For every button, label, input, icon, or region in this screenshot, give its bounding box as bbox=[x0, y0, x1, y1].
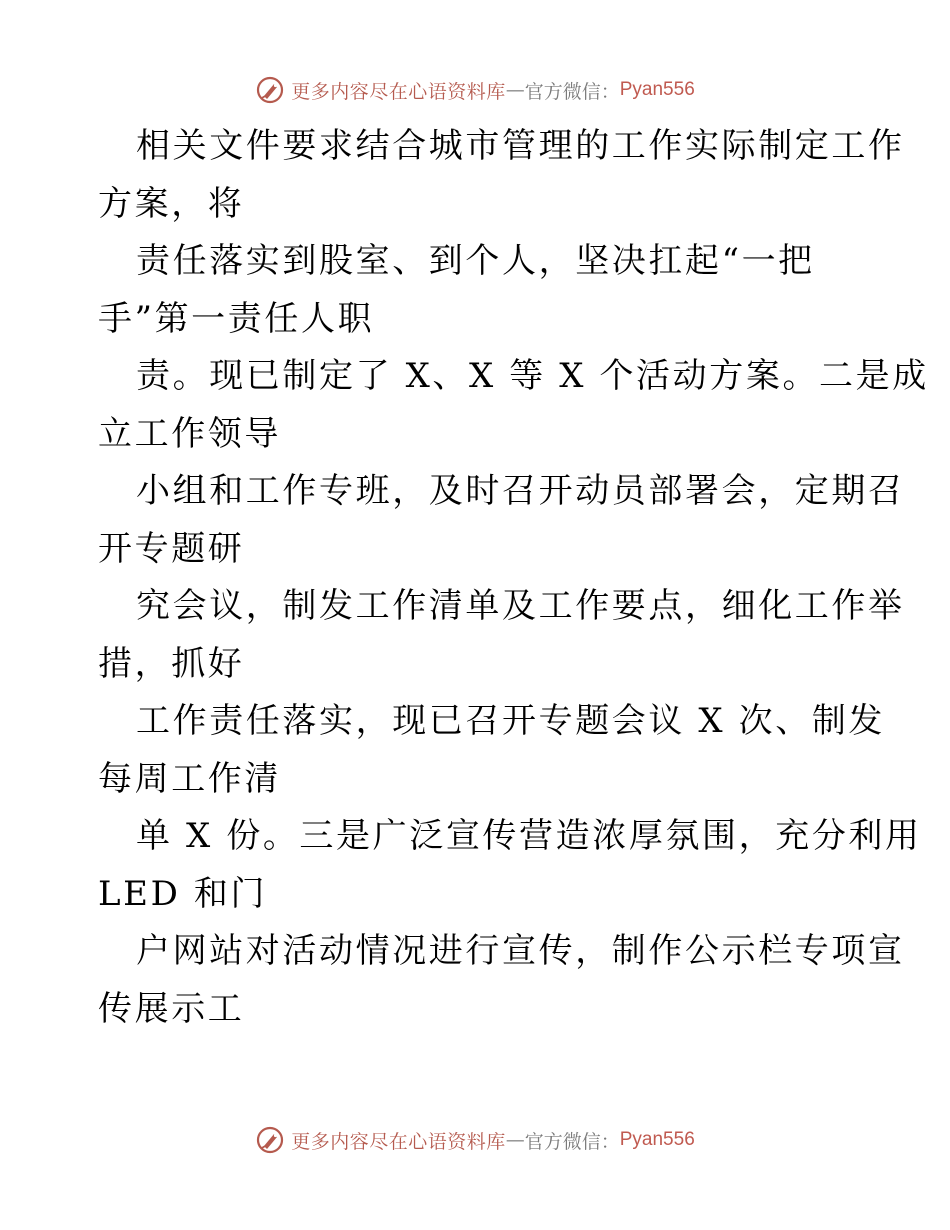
header-watermark bbox=[0, 70, 950, 110]
text-line: 措，抓好 bbox=[98, 643, 245, 684]
text-line: 户网站对活动情况进行宣传，制作公示栏专项宣 bbox=[136, 931, 905, 971]
text-line: 传展示工 bbox=[98, 988, 245, 1029]
pen-nib-logo-icon bbox=[255, 75, 285, 105]
watermark-label: 官方微信： bbox=[524, 1130, 620, 1153]
text-line: 工作责任落实，现已召开专题会议 X 次、制发 bbox=[136, 701, 886, 741]
watermark-label: 官方微信： bbox=[524, 80, 620, 103]
text-line: LED 和门 bbox=[98, 873, 268, 914]
text-line: 小组和工作专班，及时召开动员部署会，定期召 bbox=[136, 471, 905, 511]
watermark-wechat-id: Pyan556 bbox=[619, 1129, 695, 1150]
text-line: 每周工作清 bbox=[98, 758, 281, 799]
watermark-site-text: 更多内容尽在心语资料库 bbox=[291, 1130, 506, 1153]
text-line: 手”第一责任人职 bbox=[98, 298, 375, 339]
text-line: 责。现已制定了 X、X 等 X 个活动方案。二是成 bbox=[136, 356, 929, 396]
watermark-site-text: 更多内容尽在心语资料库 bbox=[291, 80, 506, 103]
pen-nib-logo-icon bbox=[255, 1125, 285, 1155]
watermark-separator: — bbox=[505, 1129, 525, 1151]
text-line: 责任落实到股室、到个人，坚决扛起“一把 bbox=[136, 241, 815, 281]
text-line: 立工作领导 bbox=[98, 413, 281, 454]
text-line: 单 X 份。三是广泛宣传营造浓厚氛围，充分利用 bbox=[136, 816, 922, 856]
watermark-separator: — bbox=[505, 79, 525, 101]
watermark-wechat-id: Pyan556 bbox=[619, 79, 695, 100]
footer-watermark bbox=[0, 1120, 950, 1160]
text-line: 开专题研 bbox=[98, 528, 245, 569]
text-line: 究会议，制发工作清单及工作要点，细化工作举 bbox=[136, 586, 905, 626]
document-body bbox=[98, 118, 929, 1038]
text-line: 相关文件要求结合城市管理的工作实际制定工作 bbox=[136, 126, 905, 166]
text-line: 方案，将 bbox=[98, 183, 245, 224]
